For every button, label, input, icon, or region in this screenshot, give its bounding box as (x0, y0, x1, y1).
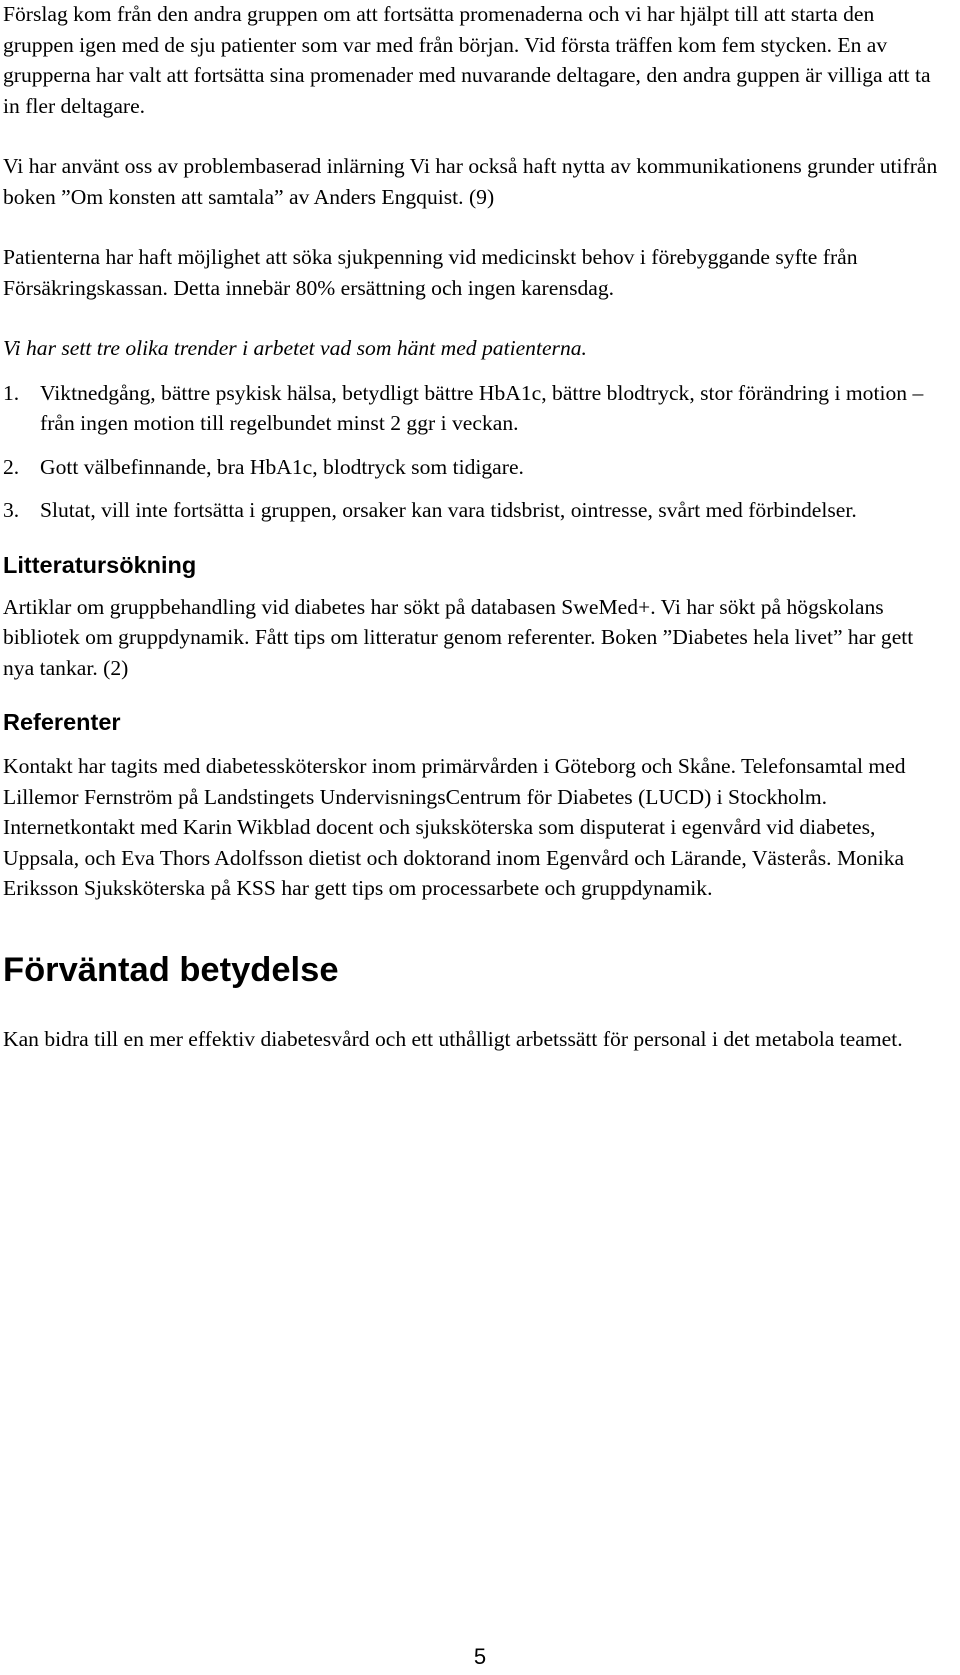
list-item (3, 495, 938, 526)
referees-paragraph: Kontakt har tagits med diabetessköterskor inom primärvården i Göteborg och Skåne. Telefonsamtal med Lillemor Fernström på Landstingets UndervisningsCentrum för Diabetes (LUCD) i Stockholm. Internetkontakt med Karin Wikblad docent och sjuksköterska som disputerat i egenvård vid diabetes, Uppsala, och Eva Thors Adolfsson dietist och doktorand inom Egenvård och Lärande, Västerås. Monika Eriksson Sjuksköterska på KSS har gett tips om processarbete och gruppdynamik. (3, 754, 906, 900)
list-item-text: Viktnedgång, bättre psykisk hälsa, betydligt bättre HbA1c, bättre blodtryck, stor förändring i motion – från ingen motion till regelbundet minst 2 ggr i veckan. (40, 380, 924, 435)
intro-paragraph: Förslag kom från den andra gruppen om att fortsätta promenaderna och vi har hjälpt till att starta den gruppen igen med de sju patienter som var med från början. Vid första träffen kom fem stycken. En av grupperna har valt att fortsätta sina promenader med nuvarande deltagare, den andra guppen är villiga att ta in fler deltagare. (3, 2, 931, 118)
referees-heading: Referenter (3, 709, 121, 735)
document-page (3, 0, 938, 1054)
method-paragraph: Vi har använt oss av problembaserad inlärning Vi har också haft nytta av kommunikationens grunder utifrån boken ”Om konsten att samtala” av Anders Engquist. (9) (3, 154, 938, 209)
sickleave-paragraph: Patienterna har haft möjlighet att söka sjukpenning vid medicinskt behov i förebyggande syfte från Försäkringskassan. Detta innebär 80% ersättning och ingen karensdag. (3, 245, 858, 300)
trends-intro: Vi har sett tre olika trender i arbetet vad som hänt med patienterna. (3, 336, 587, 360)
list-item-number: 3. (3, 498, 20, 522)
literature-paragraph: Artiklar om gruppbehandling vid diabetes har sökt på databasen SweMed+. Vi har sökt på högskolans bibliotek om gruppdynamik. Fått tips om litteratur genom referenter. Boken ”Diabetes hela livet” har gett nya tankar. (2) (3, 594, 914, 680)
list-item (3, 378, 938, 439)
expected-paragraph: Kan bidra till en mer effektiv diabetesvård och ett uthålligt arbetssätt för personal i det metabola teamet. (3, 1026, 903, 1051)
list-item-number: 1. (3, 380, 20, 405)
page-number: 5 (473, 1644, 487, 1669)
list-item-text: Gott välbefinnande, bra HbA1c, blodtryck som tidigare. (40, 454, 524, 479)
trends-list (3, 378, 938, 526)
list-item-number: 2. (3, 454, 20, 479)
literature-heading: Litteratursökning (3, 551, 197, 578)
expected-heading: Förväntad betydelse (3, 950, 339, 989)
list-item (3, 452, 938, 483)
list-item-text: Slutat, vill inte fortsätta i gruppen, orsaker kan vara tidsbrist, ointresse, svårt med förbindelser. (40, 498, 857, 522)
